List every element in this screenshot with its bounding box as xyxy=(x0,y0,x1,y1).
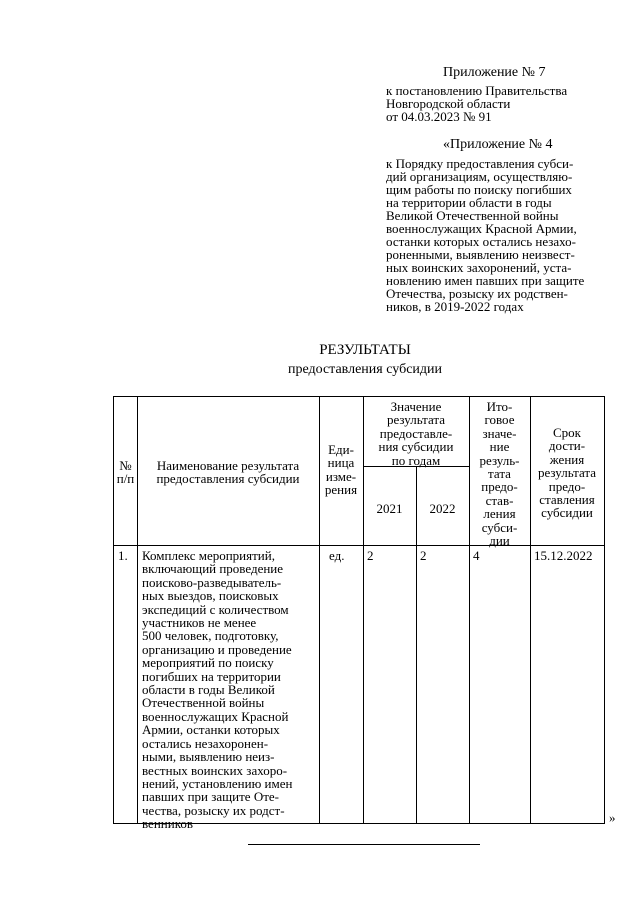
header-value-group: Значение результата предоставле- ния субсидии по годам xyxy=(378,399,454,468)
row-num: 1. xyxy=(118,548,128,563)
row-total: 4 xyxy=(473,548,480,563)
header-deadline: Срок дости- жения результата предо- ставления субсидии xyxy=(537,425,597,521)
order-line: ников, в 2019-2022 годах xyxy=(386,299,524,314)
order-line: Отечества, розыску их родствен- xyxy=(386,286,568,301)
quoted-appendix-title: «Приложение № 4 xyxy=(443,137,553,152)
order-line: ных воинских захоронений, уста- xyxy=(386,260,572,275)
header-line-2: Новгородской области xyxy=(386,96,511,111)
order-line: останки которых остались незахо- xyxy=(386,234,576,249)
row-deadline: 15.12.2022 xyxy=(534,548,593,563)
order-line: к Порядку предоставления субси- xyxy=(386,156,574,171)
header-year-2021: 2021 xyxy=(376,501,403,516)
order-line: на территории области в годы xyxy=(386,195,552,210)
order-line: роненными, выявлению неизвест- xyxy=(386,247,575,262)
document-title: РЕЗУЛЬТАТЫ xyxy=(319,342,411,358)
order-line: новлению имен павших при защите xyxy=(386,273,585,288)
row-year-2021: 2 xyxy=(367,548,374,563)
header-name: Наименование результата предоставления субсидии xyxy=(156,458,300,487)
header-num: № п/п xyxy=(116,458,135,487)
col-line xyxy=(416,466,417,824)
closing-quote: » xyxy=(609,810,616,825)
row-unit: ед. xyxy=(329,548,345,563)
col-line xyxy=(604,396,605,824)
order-line: военнослужащих Красной Армии, xyxy=(386,221,577,236)
order-line: дий организациям, осуществляю- xyxy=(386,169,573,184)
header-unit: Еди- ница изме- рения xyxy=(324,442,358,498)
header-year-2022: 2022 xyxy=(429,501,456,516)
row-year-2022: 2 xyxy=(420,548,427,563)
header-total: Ито- говое значе- ние резуль- тата предо- став- ления субси- дии xyxy=(479,399,520,549)
header-line-1: к постановлению Правительства xyxy=(386,83,568,98)
footer-divider xyxy=(248,844,480,845)
document-subtitle: предоставления субсидии xyxy=(287,362,443,377)
order-line: щим работы по поиску погибших xyxy=(386,182,572,197)
row-name: Комплекс мероприятий, включающий проведение поисково-разведыватель- ных выездов, поисковых экспедиций с количеством участников не менее 500 человек, подготовку, организацию и проведение мероприятий по поиску погибших на территории области в годы Великой Отечественной войны военнослужащих Красной Армии, останки которых остались незахоронен- ными, выявлению неиз- вестных воинских захоро- нений, установлению имен павших при защите Оте- чества, розыску их родст- венников xyxy=(142,548,293,832)
header-line-3: от 04.03.2023 № 91 xyxy=(386,109,492,124)
order-line: Великой Отечественной войны xyxy=(386,208,559,223)
appendix-title: Приложение № 7 xyxy=(443,65,546,80)
